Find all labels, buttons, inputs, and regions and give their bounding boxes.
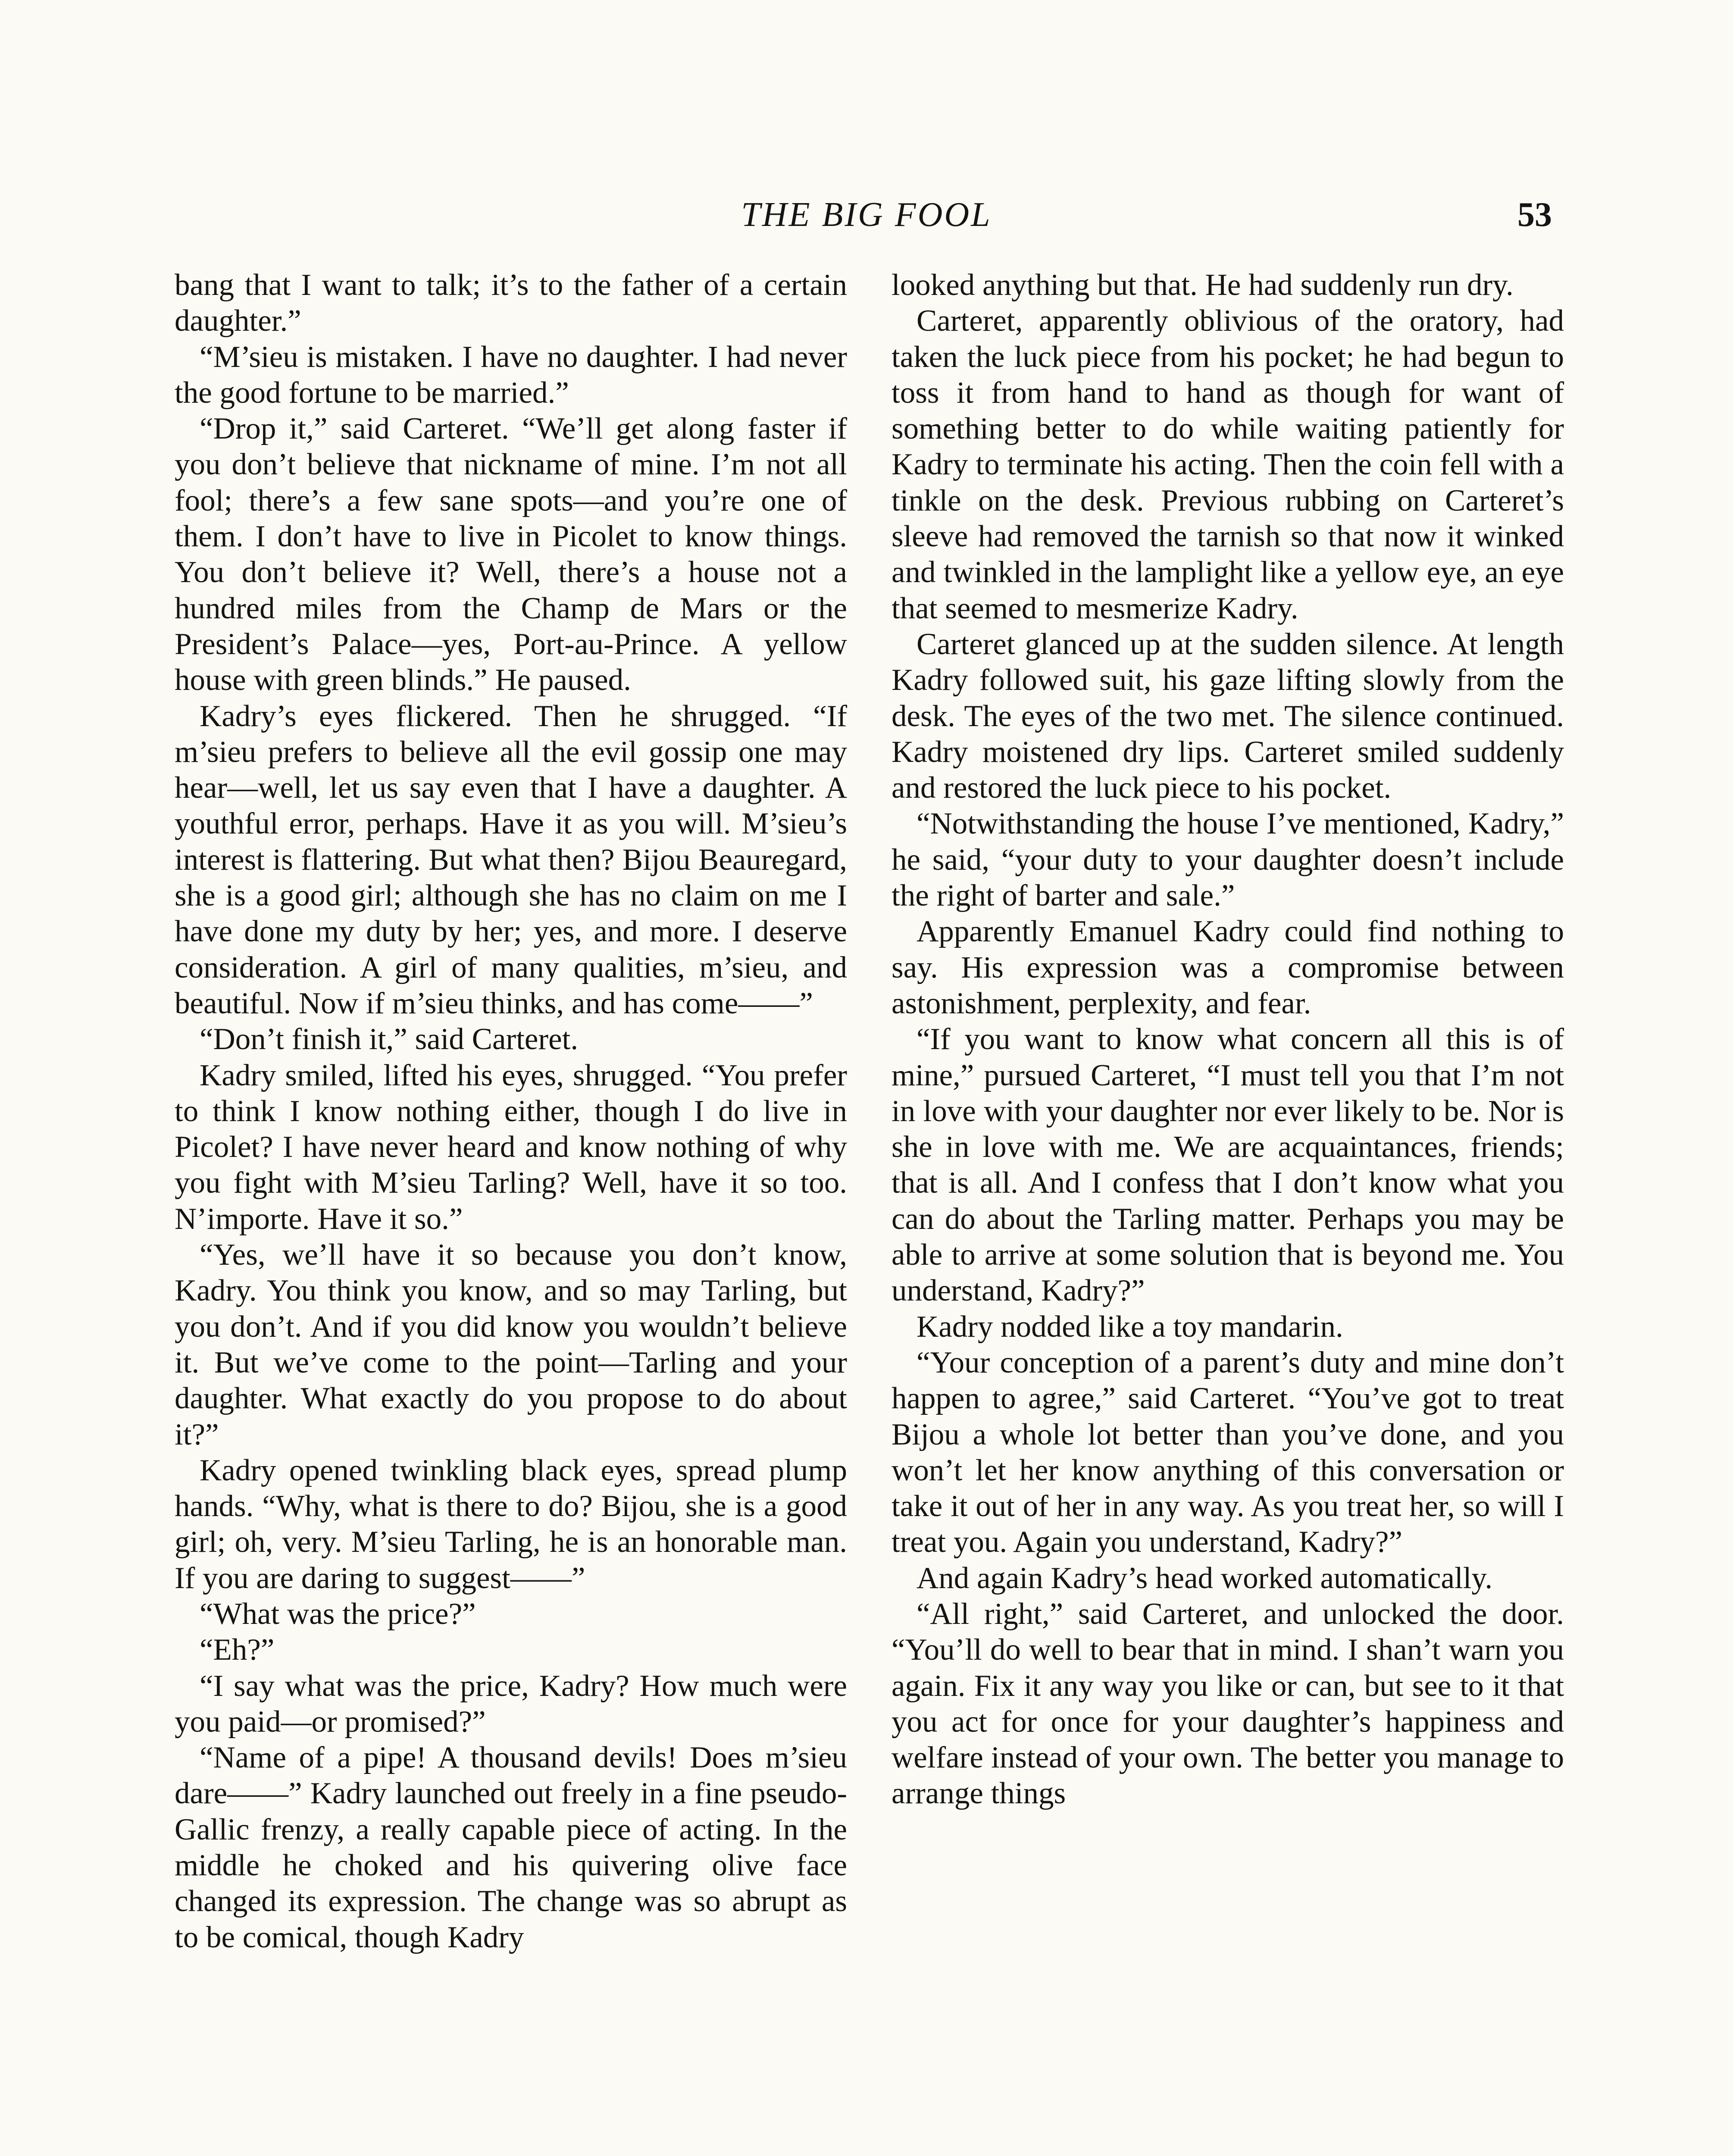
left-column: [175, 267, 847, 1955]
running-title: THE BIG FOOL: [741, 196, 992, 234]
paragraph: “Your conception of a parent’s duty and mine don’t happen to agree,” said Carteret. “You’ve got to treat Bijou a whole lot better than you’ve done, and you won’t let her know anything of this conversation or take it out of her in any way. As you treat her, so will I treat you. Again you understand, Kadry?”: [892, 1345, 1564, 1559]
page-number: 53: [1517, 196, 1552, 234]
paragraph: “Notwithstanding the house I’ve mentioned, Kadry,” he said, “your duty to your daughter doesn’t include the right of barter and sale.”: [892, 807, 1564, 913]
paragraph: Apparently Emanuel Kadry could find nothing to say. His expression was a compromise between astonishment, perplexity, and fear.: [892, 915, 1564, 1020]
paragraph: “If you want to know what concern all this is of mine,” pursued Carteret, “I must tell you that I’m not in love with your daughter nor ever likely to be. Nor is she in love with me. We are acquaintances, friends; that is all. And I confess that I don’t know what you can do about the Tarling matter. Perhaps you may be able to arrive at some solution that is beyond me. You understand, Kadry?”: [892, 1022, 1564, 1308]
paragraph: Kadry opened twinkling black eyes, spread plump hands. “Why, what is there to do? Bijou, she is a good girl; oh, very. M’sieu Tarling, he is an honorable man. If you are daring to suggest——”: [175, 1453, 847, 1595]
paragraph: And again Kadry’s head worked automatically.: [917, 1561, 1493, 1595]
right-column: [892, 267, 1564, 1812]
paragraph: “Yes, we’ll have it so because you don’t know, Kadry. You think you know, and so may Tarling, but you don’t. And if you did know you wouldn’t believe it. But we’ve come to the point—Tarling and your daughter. What exactly do you propose to do about it?”: [175, 1238, 847, 1451]
paragraph: “What was the price?”: [200, 1597, 476, 1631]
paragraph: “Drop it,” said Carteret. “We’ll get along faster if you don’t believe that nickname of mine. I’m not all fool; there’s a few sane spots—and you’re one of them. I don’t have to live in Picolet to know things. You don’t believe it? Well, there’s a house not a hundred miles from the Champ de Mars or the President’s Palace—yes, Port-au-Prince. A yellow house with green blinds.” He paused.: [175, 412, 847, 697]
paragraph: “Name of a pipe! A thousand devils! Does m’sieu dare——” Kadry launched out freely in a fine pseudo-Gallic frenzy, a really capable piece of acting. In the middle he choked and his quivering olive face changed its expression. The change was so abrupt as to be comical, though Kadry: [175, 1741, 847, 1954]
paragraph: Kadry’s eyes flickered. Then he shrugged. “If m’sieu prefers to believe all the evil gossip one may hear—well, let us say even that I have a daughter. A youthful error, perhaps. Have it as you will. M’sieu’s interest is flattering. But what then? Bijou Beauregard, she is a good girl; although she has no claim on me I have done my duty by her; yes, and more. I deserve consideration. A girl of many qualities, m’sieu, and beautiful. Now if m’sieu thinks, and has come——”: [175, 699, 847, 1020]
paragraph: “Don’t finish it,” said Carteret.: [200, 1022, 579, 1056]
paragraph: Kadry smiled, lifted his eyes, shrugged. “You prefer to think I know nothing either, though I do live in Picolet? I have never heard and know nothing of why you fight with M’sieu Tarling? Well, have it so too. N’importe. Have it so.”: [175, 1058, 847, 1236]
paragraph: Carteret glanced up at the sudden silence. At length Kadry followed suit, his gaze lifting slowly from the desk. The eyes of the two met. The silence continued. Kadry moistened dry lips. Carteret smiled suddenly and restored the luck piece to his pocket.: [892, 627, 1564, 805]
paragraph: bang that I want to talk; it’s to the father of a certain daughter.”: [175, 268, 847, 338]
paragraph: looked anything but that. He had suddenly run dry.: [892, 268, 1514, 302]
paragraph: Kadry nodded like a toy mandarin.: [917, 1310, 1343, 1344]
paragraph: “All right,” said Carteret, and unlocked the door. “You’ll do well to bear that in mind. I shan’t warn you again. Fix it any way you like or can, but see to it that you act for once for your daughter’s happiness and welfare instead of your own. The better you manage to arrange things: [892, 1597, 1564, 1811]
paragraph: “M’sieu is mistaken. I have no daughter. I had never the good fortune to be married.”: [175, 340, 847, 410]
paragraph: Carteret, apparently oblivious of the oratory, had taken the luck piece from his pocket; he had begun to toss it from hand to hand as though for want of something better to do while waiting patiently for Kadry to terminate his acting. Then the coin fell with a tinkle on the desk. Previous rubbing on Carteret’s sleeve had removed the tarnish so that now it winked and twinkled in the lamplight like a yellow eye, an eye that seemed to mesmerize Kadry.: [892, 304, 1564, 625]
paragraph: “I say what was the price, Kadry? How much were you paid—or promised?”: [175, 1669, 847, 1739]
paragraph: “Eh?”: [200, 1633, 275, 1667]
